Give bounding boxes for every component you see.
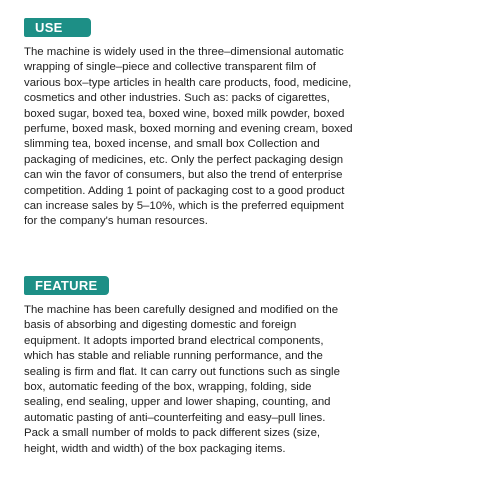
use-heading-badge: USE bbox=[24, 18, 91, 37]
feature-heading-badge: FEATURE bbox=[24, 276, 109, 295]
feature-paragraph: The machine has been carefully designed and modified on the basis of absorbing and digesting domestic and foreign equipment. It adopts imported brand electrical components, which has stable and reliable running performance, and the sealing is firm and flat. It can carry out functions such as single box, automatic feeding of the box, wrapping, folding, side sealing, end sealing, upper and lower shaping, counting, and automatic pasting of anti–counterfeiting and easy–pull lines. Pack a small number of molds to pack different sizes (size, height, width and width) of the box packaging items. bbox=[24, 304, 340, 455]
feature-section bbox=[24, 276, 469, 457]
use-section bbox=[24, 18, 469, 230]
use-paragraph: The machine is widely used in the three–dimensional automatic wrapping of single–piece and collective transparent film of various box–type articles in health care products, food, medicine, cosmetics and other industries. Such as: packs of cigarettes, boxed sugar, boxed tea, boxed wine, boxed milk powder, boxed perfume, boxed mask, boxed morning and evening cream, boxed slimming tea, boxed incense, and small box Collection and packaging of medicines, etc. Only the perfect packaging design can win the favor of consumers, but also the trend of enterprise competition. Adding 1 point of packaging cost to a good product can increase sales by 5–10%, which is the preferred equipment for the company's human resources. bbox=[24, 46, 353, 228]
